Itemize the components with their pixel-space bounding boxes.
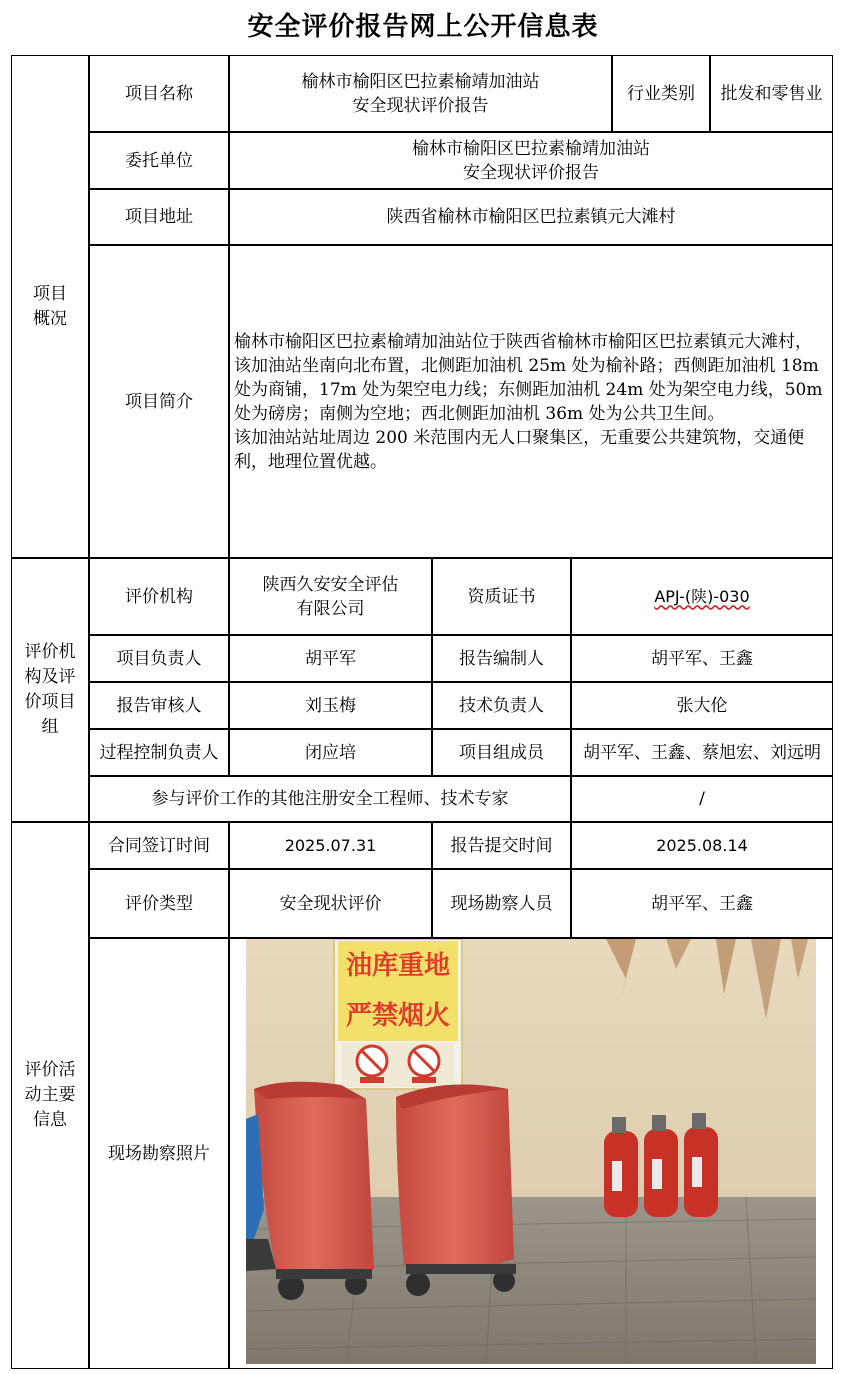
tech-label: 技术负责人 [432,682,571,729]
client-value [229,132,833,189]
process-value: 闭应培 [229,729,432,776]
experts-label: 参与评价工作的其他注册安全工程师、技术专家 [89,776,571,822]
agency-text: 陕西久安安全评估 有限公司 [262,574,399,619]
site-photo [246,939,816,1364]
sign-line1: 油库重地 [345,951,451,981]
industry-label: 行业类别 [612,55,710,132]
fire-extinguishers [604,1113,718,1217]
intro-text: 榆林市榆阳区巴拉素榆靖加油站位于陕西省榆林市榆阳区巴拉素镇元大滩村，该加油站坐南向北布置，北侧距加油机 25m 处为榆补路；西侧距加油机 18m 处为商铺，17m 处为架空电力线；东侧距加油机 24m 处为架空电力线，50m 处为磅房；南侧为空地；西北侧距加油机 36m 处为公共卫生间。 该加油站站址周边 200 米范围内无人口聚集区，无重要公共建筑物，交通便利，地理位置优越。 [234,331,823,472]
intro-label: 项目简介 [89,245,229,558]
type-value: 安全现状评价 [229,869,432,938]
project-name-text: 榆林市榆阳区巴拉素榆靖加油站 安全现状评价报告 [301,71,540,116]
surveyors-value: 胡平军、王鑫 [571,869,833,938]
dispenser-cover-right [396,1085,516,1297]
cert-label: 资质证书 [432,558,571,635]
industry-value: 批发和零售业 [710,55,833,132]
members-label: 项目组成员 [432,729,571,776]
agency-label: 评价机构 [89,558,229,635]
surveyors-label: 现场勘察人员 [432,869,571,938]
leader-label: 项目负责人 [89,635,229,682]
warning-sign [334,939,462,1089]
agency-value [229,558,432,635]
project-name-value [229,55,612,132]
contract-value: 2025.07.31 [229,822,432,869]
page-title: 安全评价报告网上公开信息表 [247,12,599,42]
section-org [11,558,89,822]
submit-value: 2025.08.14 [571,822,833,869]
address-label: 项目地址 [89,189,229,245]
cert-text: APJ-(陕)-030 [654,586,750,606]
process-label: 过程控制负责人 [89,729,229,776]
type-label: 评价类型 [89,869,229,938]
section-org-label: 评价机构及评价项目组 [24,642,76,737]
client-label: 委托单位 [89,132,229,189]
reviewer-label: 报告审核人 [89,682,229,729]
photo-label: 现场勘察照片 [89,938,229,1369]
tech-value: 张大伦 [571,682,833,729]
author-label: 报告编制人 [432,635,571,682]
intro-value [229,245,833,558]
section-activity-label: 评价活动主要信息 [24,1060,76,1130]
sign-line2: 严禁烟火 [345,1001,451,1031]
section-overview-label: 项目 概况 [33,283,67,329]
project-name-label: 项目名称 [89,55,229,132]
author-value: 胡平军、王鑫 [571,635,833,682]
experts-value: / [571,776,833,822]
submit-label: 报告提交时间 [432,822,571,869]
address-value: 陕西省榆林市榆阳区巴拉素镇元大滩村 [229,189,833,245]
members-value: 胡平军、王鑫、蔡旭宏、刘远明 [571,729,833,776]
leader-value: 胡平军 [229,635,432,682]
client-text: 榆林市榆阳区巴拉素榆靖加油站 安全现状评价报告 [412,138,650,183]
section-overview [11,55,89,558]
reviewer-value: 刘玉梅 [229,682,432,729]
contract-label: 合同签订时间 [89,822,229,869]
cert-value [571,558,833,635]
section-activity [11,822,89,1369]
